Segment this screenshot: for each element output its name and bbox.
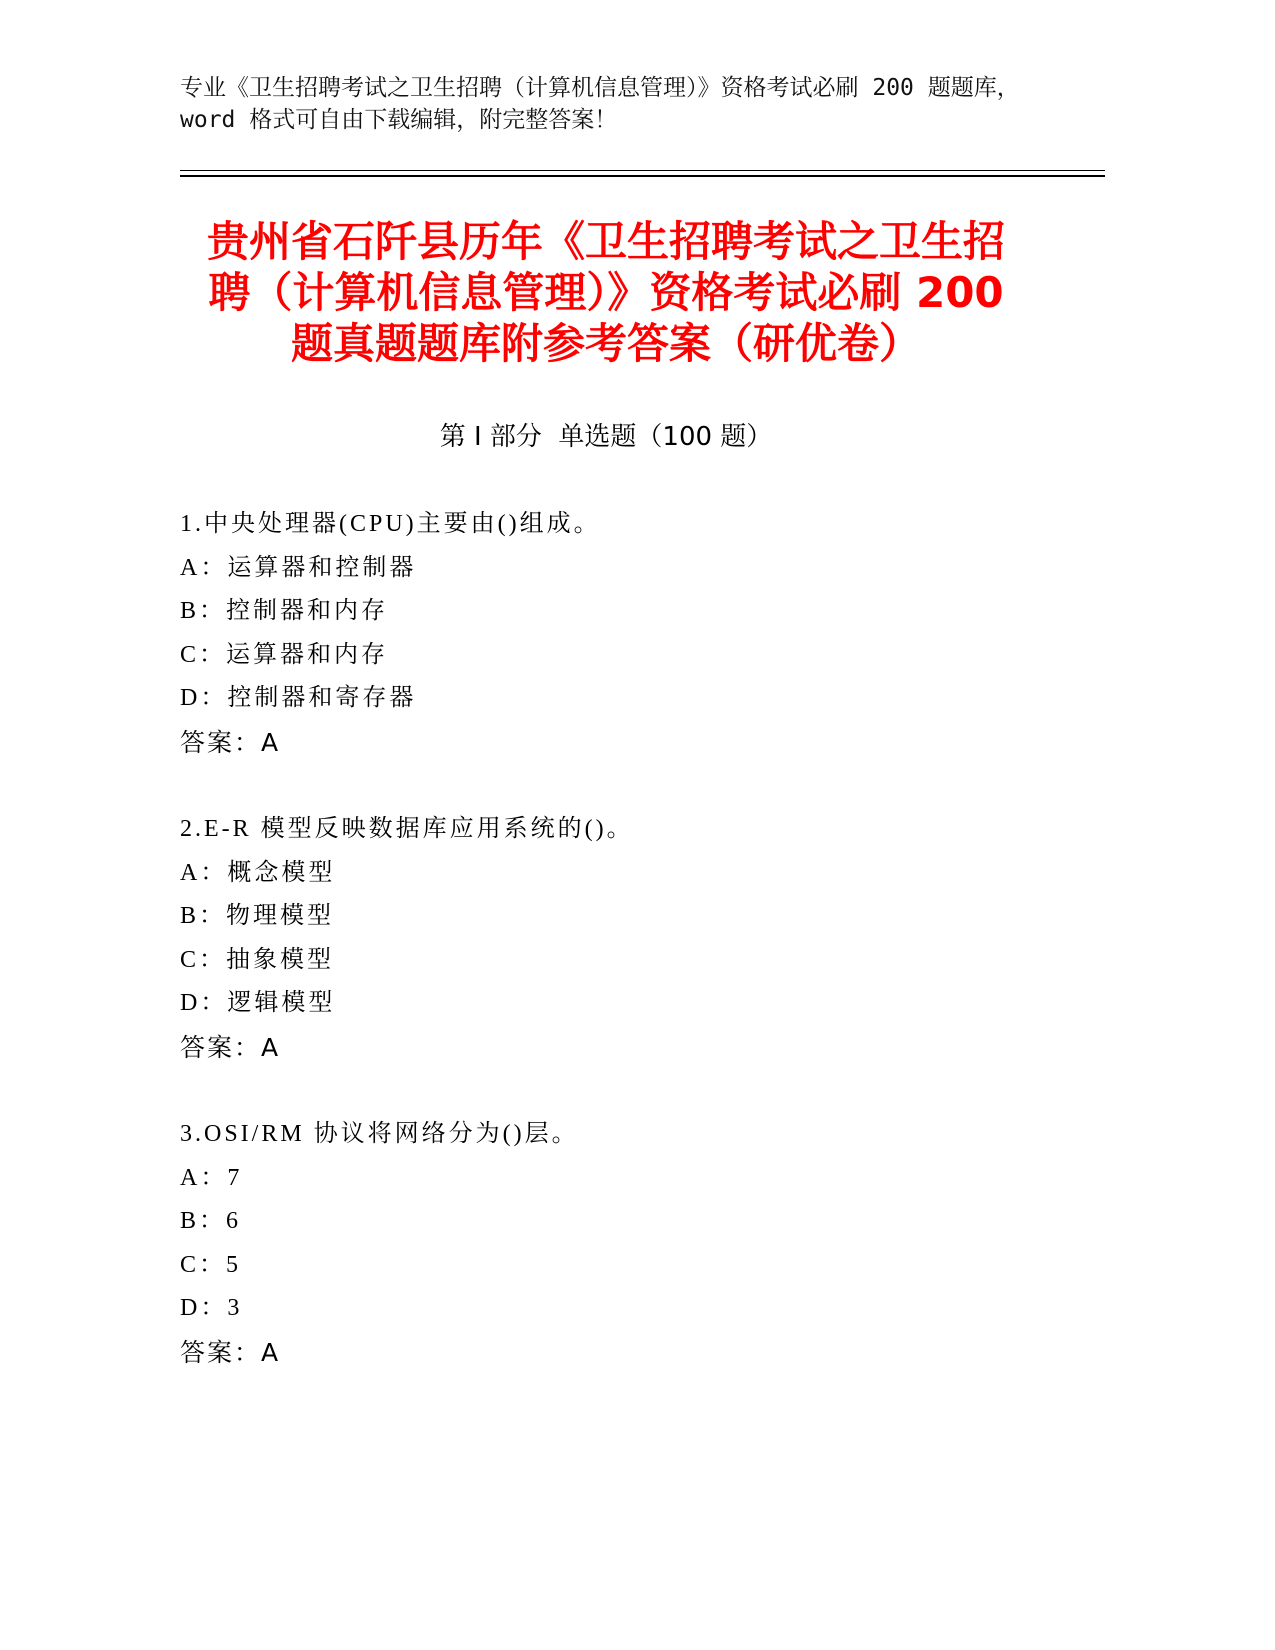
page-title-line: 聘（计算机信息管理）》资格考试必刷 200 (208, 268, 1004, 317)
header-note (180, 72, 1080, 136)
option-d: D：控制器和寄存器 (180, 685, 417, 712)
option-b: B：物理模型 (180, 903, 335, 930)
question-item (180, 1113, 1080, 1374)
option-a: A：运算器和控制器 (180, 554, 417, 581)
answer-line (180, 1331, 1080, 1375)
answer-line (180, 721, 1080, 765)
section-heading: 第 I 部分 单选题（100 题） (439, 422, 773, 452)
option-b: B：控制器和内存 (180, 598, 389, 625)
answer-label: 答案： (180, 1032, 262, 1062)
option-b: B：6 (180, 1208, 242, 1235)
page-title-line: 贵州省石阡县历年《卫生招聘考试之卫生招 (206, 217, 1005, 266)
page-title-line: 题真题题库附参考答案（研优卷） (290, 319, 921, 368)
question-item (180, 808, 1080, 1069)
answer-value: A (261, 1032, 281, 1062)
option-c: C：抽象模型 (180, 946, 335, 973)
option-a: A：7 (180, 1164, 243, 1191)
question-stem: 2.E-R 模型反映数据库应用系统的()。 (180, 816, 634, 843)
option-d: D：3 (180, 1295, 243, 1322)
header-note-line: word 格式可自由下载编辑，附完整答案！ (180, 107, 618, 133)
question-stem: 1.中央处理器(CPU)主要由()组成。 (180, 511, 601, 538)
option-c: C：5 (180, 1251, 242, 1278)
double-rule-bottom-line (180, 175, 1105, 177)
page-title (180, 216, 1032, 369)
answer-line (180, 1026, 1080, 1070)
answer-label: 答案： (180, 728, 262, 757)
option-d: D：逻辑模型 (180, 990, 336, 1017)
answer-label: 答案： (180, 1337, 262, 1367)
option-a: A：概念模型 (180, 859, 336, 886)
question-list (180, 503, 1080, 1418)
answer-value: A (261, 728, 281, 757)
question-stem: 3.OSI/RM 协议将网络分为()层。 (180, 1121, 579, 1148)
double-rule-top-line (180, 170, 1105, 171)
question-item (180, 503, 1080, 764)
header-note-line: 专业《卫生招聘考试之卫生招聘（计算机信息管理）》资格考试必刷 200 题题库， (180, 75, 1020, 101)
option-c: C：运算器和内存 (180, 641, 389, 668)
answer-value: A (261, 1337, 281, 1367)
